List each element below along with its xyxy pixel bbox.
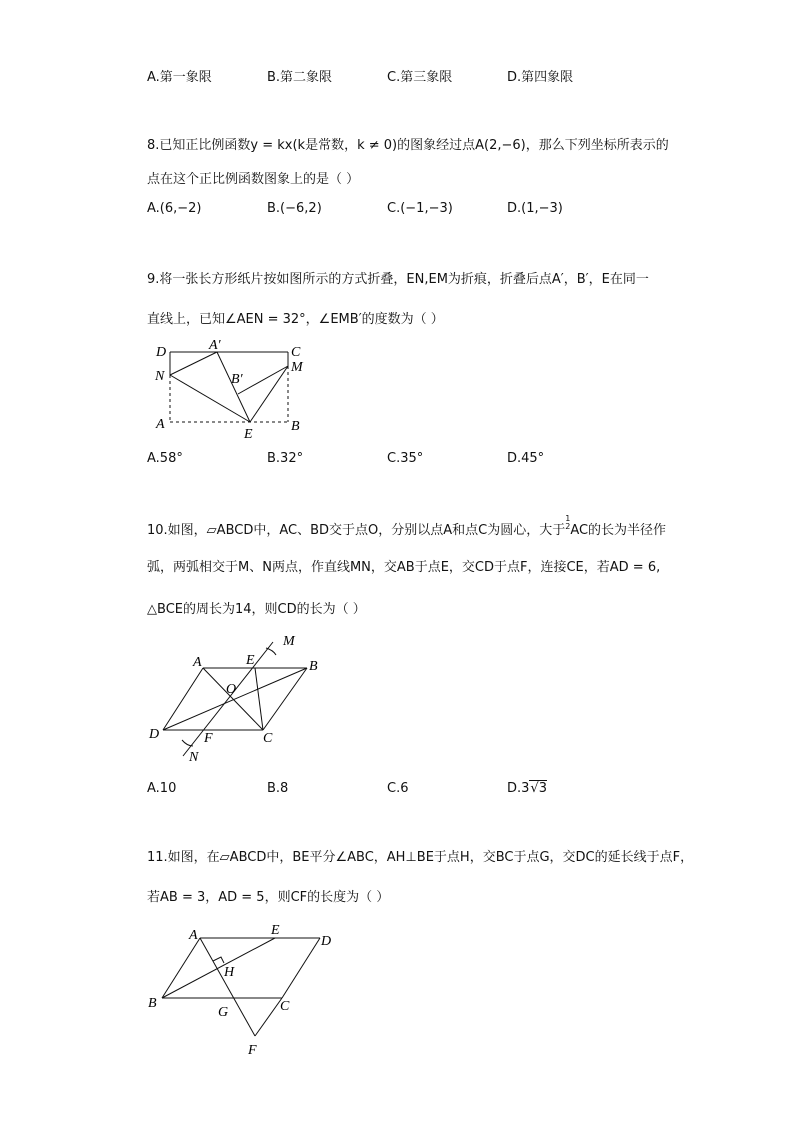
q10-parallelogram-figure bbox=[145, 628, 335, 768]
q10-option-d-radicand: 3 bbox=[538, 781, 547, 796]
q10-label-b: B bbox=[309, 659, 318, 674]
q8-option-b: B.(−6,2) bbox=[267, 201, 322, 216]
q9-label-a-prime: A′ bbox=[209, 338, 221, 353]
q10-option-a: A.10 bbox=[147, 781, 177, 796]
q9-label-e: E bbox=[244, 427, 253, 442]
q11-text-line1: 11.如图，在▱ABCD中，BE平分∠ABC，AH⊥BE于点H，交BC于点G，交DC的延长线于点F， bbox=[147, 850, 694, 865]
q11-label-g: G bbox=[218, 1005, 229, 1020]
q10-option-b: B.8 bbox=[267, 781, 289, 796]
q8-text-line2: 点在这个正比例函数图象上的是（ ） bbox=[147, 172, 360, 187]
q11-text-line2: 若AB = 3，AD = 5，则CF的长度为（ ） bbox=[147, 890, 390, 905]
q10-text-line1 bbox=[147, 515, 666, 538]
q7-option-b: B.第二象限 bbox=[267, 70, 333, 85]
q10-option-d-prefix: D.3 bbox=[507, 781, 530, 796]
q7-option-a: A.第一象限 bbox=[147, 70, 212, 85]
q9-text-line2: 直线上，已知∠AEN = 32°，∠EMB′的度数为（ ） bbox=[147, 312, 444, 327]
q10-option-d-sqrt: √3 bbox=[530, 781, 547, 796]
q8-option-a: A.(6,−2) bbox=[147, 201, 202, 216]
q10-text-line1-b: AC的长为半径作 bbox=[570, 523, 667, 538]
q11-parallelogram-figure bbox=[145, 918, 340, 1058]
q11-label-h: H bbox=[224, 965, 235, 980]
q10-segment-ec bbox=[255, 668, 263, 730]
q10-option-d bbox=[507, 781, 547, 796]
q11-right-angle-mark bbox=[213, 957, 224, 963]
q9-label-b: B bbox=[291, 419, 300, 434]
q10-label-m: M bbox=[283, 634, 295, 649]
q10-label-n: N bbox=[189, 750, 199, 765]
q9-label-n: N bbox=[155, 369, 165, 384]
q10-label-e: E bbox=[246, 653, 255, 668]
q9-option-b: B.32° bbox=[267, 451, 304, 466]
q7-option-d: D.第四象限 bbox=[507, 70, 574, 85]
q9-label-m: M bbox=[291, 360, 303, 375]
q10-label-f: F bbox=[204, 731, 213, 746]
q9-segment-em bbox=[250, 366, 288, 422]
q9-label-b-prime: B′ bbox=[231, 372, 243, 387]
q11-label-e: E bbox=[271, 923, 280, 938]
q10-option-c: C.6 bbox=[387, 781, 409, 796]
q9-fold-figure bbox=[145, 338, 320, 443]
q11-label-d: D bbox=[321, 934, 332, 949]
q9-option-d: D.45° bbox=[507, 451, 545, 466]
q10-label-o: O bbox=[226, 682, 237, 697]
q11-segment-be bbox=[162, 938, 275, 998]
q9-segment-b1m bbox=[238, 366, 288, 394]
q10-text-line2: 弧，两弧相交于M、N两点，作直线MN，交AB于点E，交CD于点F，连接CE，若AD = 6, bbox=[147, 560, 661, 575]
q10-text-line3: △BCE的周长为14，则CD的长为（ ） bbox=[147, 602, 366, 617]
q10-label-a: A bbox=[193, 655, 202, 670]
q9-segment-na1 bbox=[170, 352, 217, 375]
q9-segment-a1e bbox=[217, 352, 250, 422]
q9-label-d: D bbox=[156, 345, 167, 360]
q10-label-c: C bbox=[263, 731, 273, 746]
q11-edge-cd bbox=[282, 938, 320, 998]
q11-label-a: A bbox=[189, 928, 198, 943]
q9-option-c: C.35° bbox=[387, 451, 424, 466]
q10-text-line1-a: 10.如图，▱ABCD中，AC、BD交于点O，分别以点A和点C为圆心，大于 bbox=[147, 523, 566, 538]
q9-option-a: A.58° bbox=[147, 451, 183, 466]
q10-diagonal-ac bbox=[203, 668, 263, 730]
q8-option-c: C.(−1,−3) bbox=[387, 201, 453, 216]
q10-edge-ad bbox=[163, 668, 203, 730]
q8-text-line1: 8.已知正比例函数y = kx(k是常数，k ≠ 0)的图象经过点A(2,−6)，那么下列坐标所表示的 bbox=[147, 138, 669, 153]
q10-fraction-numerator: 1 bbox=[565, 514, 571, 523]
q8-option-d: D.(1,−3) bbox=[507, 201, 563, 216]
q11-edge-ab bbox=[162, 938, 200, 998]
q11-segment-cf bbox=[255, 998, 282, 1036]
q11-label-c: C bbox=[280, 999, 290, 1014]
q7-option-c: C.第三象限 bbox=[387, 70, 453, 85]
q9-label-c: C bbox=[291, 345, 301, 360]
q9-text-line1: 9.将一张长方形纸片按如图所示的方式折叠，EN,EM为折痕，折叠后点A′，B′，E在同一 bbox=[147, 272, 649, 287]
q10-fraction-denominator: 2 bbox=[565, 522, 571, 531]
q9-label-a: A bbox=[156, 417, 165, 432]
q11-label-f: F bbox=[248, 1043, 257, 1058]
q10-label-d: D bbox=[149, 727, 160, 742]
q11-label-b: B bbox=[148, 996, 157, 1011]
